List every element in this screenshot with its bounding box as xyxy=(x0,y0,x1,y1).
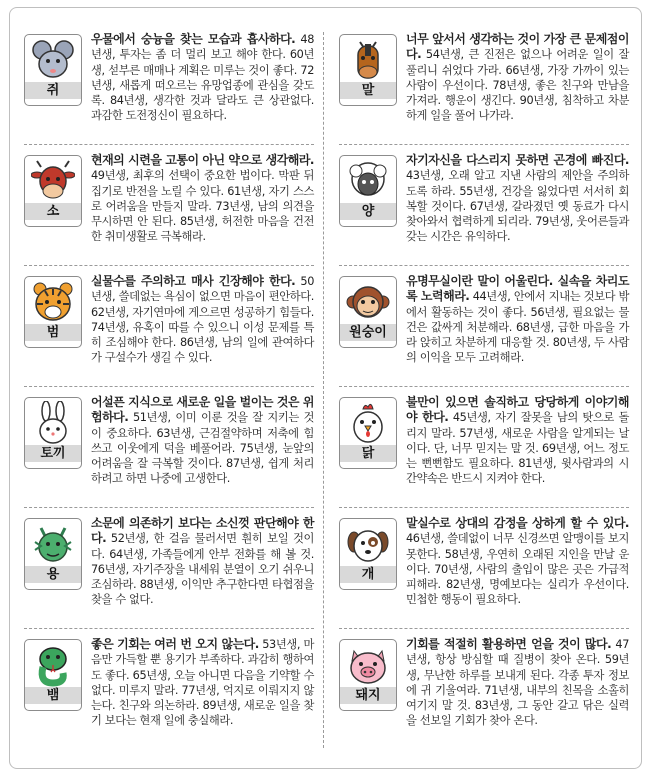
fortune-text xyxy=(91,32,314,124)
zodiac-entry xyxy=(339,145,629,266)
zodiac-badge xyxy=(24,155,82,227)
zodiac-entry xyxy=(339,24,629,145)
fortune-headline: 소문에 의존하기 보다는 소신껏 판단해야 한다. xyxy=(91,516,314,546)
zodiac-badge xyxy=(24,397,82,469)
zodiac-badge xyxy=(339,518,397,590)
dragon-icon xyxy=(31,522,75,566)
fortune-body: 46년생, 쓸데없이 너무 신경쓰면 알맹이를 보지 못한다. 58년생, 우연히 오래된 지인을 만날 운이다. 70년생, 사람의 출입이 많은 곳은 가급적 피해라. 82년생, 명예보다는 실리가 우선이다. 민첩한 행동이 필요하다. xyxy=(406,532,629,607)
right-column xyxy=(339,24,629,756)
fortune-headline: 불만이 있으면 솔직하고 당당하게 이야기해야 한다. xyxy=(406,395,629,425)
rooster-icon xyxy=(346,401,390,445)
zodiac-name: 소 xyxy=(25,203,81,220)
fortune-body: 51년생, 이미 이룬 것을 잘 지키는 것이 중요하다. 63년생, 근검절약하며 저축에 힘쓰고 이웃에게 덕을 베풀어라. 75년생, 눈앞의 어려움을 잘 극복할 것이다. 87년생, 쉽게 처리하려고 하면 나중에 고생한다. xyxy=(91,411,314,486)
zodiac-badge xyxy=(339,276,397,348)
zodiac-name: 말 xyxy=(340,82,396,99)
left-column xyxy=(24,24,314,756)
snake-icon xyxy=(31,643,75,687)
fortune-headline: 실물수를 주의하고 매사 긴장해야 한다. xyxy=(91,274,296,288)
fortune-body: 44년생, 안에서 지내는 것보다 밖에서 활동하는 것이 좋다. 56년생, 필요없는 물건은 값싸게 처분해라. 68년생, 급한 마음을 가라 앉히고 차분하게 대응할 것. 80년생, 두 사람의 이익을 모두 고려해라. xyxy=(406,290,629,365)
zodiac-name: 개 xyxy=(340,566,396,583)
zodiac-entry xyxy=(24,266,314,387)
fortune-headline: 자기자신을 다스리지 못하면 곤경에 빠진다. xyxy=(406,153,629,167)
fortune-headline: 어설픈 지식으로 새로운 일을 벌이는 것은 위험하다. xyxy=(91,395,314,425)
fortune-text xyxy=(406,32,629,124)
zodiac-entry xyxy=(24,24,314,145)
rabbit-icon xyxy=(31,401,75,445)
fortune-text xyxy=(406,395,629,487)
fortune-body: 48년생, 투자는 좀 더 멀리 보고 해야 한다. 60년생, 섣부른 매매나 계획은 미루는 것이 좋다. 72년생, 새롭게 떠오르는 유망업종에 관심을 갖도록. 84년생, 생각한 것과 달라도 큰 상관없다. 과감한 도전정신이 필요하다. xyxy=(91,33,314,123)
fortune-text xyxy=(91,274,314,366)
zodiac-badge xyxy=(24,639,82,711)
zodiac-entry xyxy=(24,145,314,266)
zodiac-badge xyxy=(24,276,82,348)
zodiac-name: 토끼 xyxy=(25,445,81,462)
pig-icon xyxy=(346,643,390,687)
zodiac-entry xyxy=(339,266,629,387)
zodiac-badge xyxy=(24,518,82,590)
fortune-text xyxy=(91,637,314,729)
dog-icon xyxy=(346,522,390,566)
fortune-headline: 현재의 시련을 고통이 아닌 약으로 생각해라. xyxy=(91,153,314,167)
zodiac-entry xyxy=(339,387,629,508)
fortune-body: 50년생, 쓸데없는 욕심이 없으면 마음이 편안하다. 62년생, 자기연마에 게으르면 성공하기 힘들다. 74년생, 유혹이 따를 수 있으니 이성 문제를 특히 조심해야 한다. 86년생, 남의 일에 관여하다가 구설수가 생길 수 있다. xyxy=(91,275,314,365)
fortune-headline: 유명무실이란 말이 어울린다. 실속을 차리도록 노력해라. xyxy=(406,274,629,304)
horoscope-page xyxy=(9,7,642,769)
fortune-text xyxy=(406,637,629,729)
fortune-headline: 말실수로 상대의 감정을 상하게 할 수 있다. xyxy=(406,516,629,530)
fortune-text xyxy=(91,516,314,608)
zodiac-name: 범 xyxy=(25,324,81,341)
horse-icon xyxy=(346,38,390,82)
zodiac-badge xyxy=(339,155,397,227)
fortune-body: 47년생, 항상 방심할 때 질병이 찾아 온다. 59년생, 무난한 하루를 보내게 된다. 각종 투자 정보에 귀 기울여라. 71년생, 내부의 친목을 소홀히 여기지 말 것. 83년생, 그 동안 갈고 닦은 실력을 선보일 기회가 찾아 온다. xyxy=(406,638,629,728)
zodiac-name: 쥐 xyxy=(25,82,81,99)
zodiac-entry xyxy=(24,629,314,750)
fortune-headline: 기회를 적절히 활용하면 얻을 것이 많다. xyxy=(406,637,612,651)
fortune-body: 45년생, 자기 잘못을 남의 탓으로 돌리지 말라. 57년생, 새로운 사람을 알게되는 날이다. 단, 너무 믿지는 말 것. 69년생, 어느 정도는 뻔뻔함도 필요하다. 81년생, 윗사람과의 시간약속은 반드시 지켜야 한다. xyxy=(406,411,629,486)
mouse-icon xyxy=(31,38,75,82)
fortune-text xyxy=(406,153,629,245)
zodiac-name: 원숭이 xyxy=(340,324,396,341)
fortune-text xyxy=(91,395,314,487)
fortune-text xyxy=(406,274,629,366)
zodiac-entry xyxy=(339,629,629,750)
fortune-text xyxy=(91,153,314,245)
zodiac-badge xyxy=(339,639,397,711)
tiger-icon xyxy=(31,280,75,324)
zodiac-badge xyxy=(339,34,397,106)
fortune-body: 43년생, 오래 알고 지낸 사람의 제안을 주의하도록 하라. 55년생, 건강을 잃었다면 서서히 회복할 것이다. 67년생, 갈라졌던 옛 동료가 다시 찾아와서 협력하게 되리라. 79년생, 웃어른들과 갖는 시간은 유익하다. xyxy=(406,169,629,244)
zodiac-name: 양 xyxy=(340,203,396,220)
zodiac-entry xyxy=(339,508,629,629)
fortune-body: 53년생, 마음만 가득할 뿐 용기가 부족하다. 과감히 행하여도 좋다. 65년생, 오늘 아니면 다음을 기약할 수 없다. 미루지 말라. 77년생, 억지로 이뤄지지 않는다. 친구와 의논하라. 89년생, 새로운 일을 찾기 보다는 현재 일에 충실해라. xyxy=(91,638,314,728)
zodiac-name: 뱀 xyxy=(25,687,81,704)
fortune-body: 52년생, 한 걸음 물러서면 훤히 보일 것이다. 64년생, 가족들에게 안부 전화를 해 볼 것. 76년생, 자기주장을 내세워 분열이 오기 쉬우니 조심하라. 88년생, 이익만 추구한다면 타협점을 찾을 수 없다. xyxy=(91,532,314,607)
fortune-headline: 우물에서 숭늉을 찾는 모습과 흡사하다. xyxy=(91,32,296,46)
fortune-headline: 좋은 기회는 여러 번 오지 않는다. xyxy=(91,637,259,651)
monkey-icon xyxy=(346,280,390,324)
zodiac-entry xyxy=(24,387,314,508)
cow-icon xyxy=(31,159,75,203)
fortune-body: 49년생, 최후의 선택이 중요한 법이다. 막판 뒤집기로 반전을 노릴 수 있다. 61년생, 자기 스스로 어려움을 만들지 말라. 73년생, 남의 의견을 무시하면 안 된다. 85년생, 허전한 마음을 건전한 취미생활로 극복해라. xyxy=(91,169,314,244)
sheep-icon xyxy=(346,159,390,203)
zodiac-name: 용 xyxy=(25,566,81,583)
zodiac-name: 돼지 xyxy=(340,687,396,704)
zodiac-badge xyxy=(24,34,82,106)
fortune-text xyxy=(406,516,629,608)
fortune-body: 54년생, 큰 진전은 없으나 어려운 일이 잘 풀리니 쉬었다 가라. 66년생, 가장 가까이 있는 사람이 우선이다. 78년생, 좋은 친구와 만남을 가져라. 행운이 생긴다. 90년생, 침착하고 차분하게 일을 풀어 나가라. xyxy=(406,48,629,123)
zodiac-badge xyxy=(339,397,397,469)
zodiac-name: 닭 xyxy=(340,445,396,462)
fortune-headline: 너무 앞서서 생각하는 것이 가장 큰 문제점이다. xyxy=(406,32,629,62)
zodiac-entry xyxy=(24,508,314,629)
